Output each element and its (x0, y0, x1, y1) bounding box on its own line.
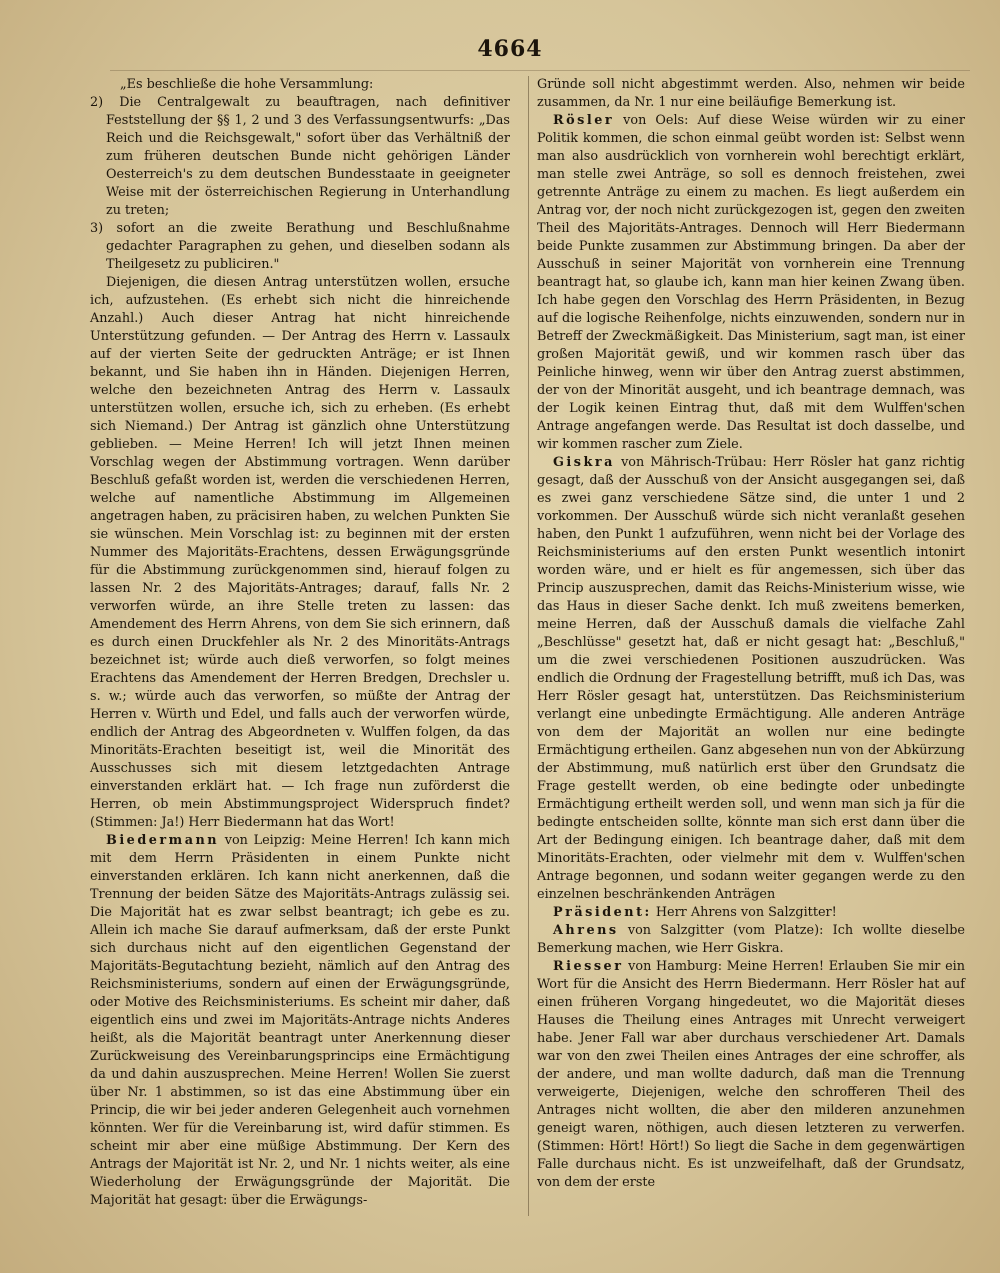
column-divider (528, 76, 529, 1216)
speech-biedermann (90, 832, 510, 1210)
speech-text: von Mährisch-Trübau: Herr Rösler hat ganz richtig gesagt, daß der Ausschuß von der Ansicht ausgegangen sei, daß es zwei ganz verschiedene Sätze sind, die unter 1 und 2 vorkommen. Der Ausschuß würde sich nicht veranlaßt gesehen haben, den Punkt 1 aufzuführen, wenn nicht bei der Vorlage des Reichsministeriums auf den ersten Punkt wesentlich intonirt worden wäre, und er hielt es für angemessen, sich über das Princip auszusprechen, damit das Reichs-Ministerium wisse, wie das Haus in dieser Sache denkt. Ich muß zweitens bemerken, meine Herren, daß der Ausschuß damals die vielfache Zahl „Beschlüsse" gesetzt hat, daß er nicht gesagt hat: „Beschluß," um die zwei verschiedenen Positionen auszudrücken. Was endlich die Ordnung der Fragestellung betrifft, muß ich Das, was Herr Rösler gesagt hat, unterstützen. Das Reichsministerium verlangt eine unbedingte Ermächtigung. Alle anderen Anträge von dem der Majorität an wollen nur eine bedingte Ermächtigung ertheilen. Ganz abgesehen nun von der Abkürzung der Abstimmung, muß natürlich erst über den Grundsatz die Frage gestellt werden, ob eine bedingte oder unbedingte Ermächtigung ertheilt werden soll, und wenn man sich ja für die bedingte entscheiden sollte, könnte man sich erst dann über die Art der Bedingung einigen. Ich beantrage daher, daß mit dem Minoritäts-Erachten, oder vielmehr mit dem v. Wulffen'schen Antrage begonnen, und sodann weiter gegangen werde zu den einzelnen beschränkenden Anträgen (537, 455, 965, 902)
speaker-name: Giskra (553, 455, 615, 470)
speaker-name: Ahrens (553, 923, 619, 938)
continuation-paragraph: Gründe soll nicht abgestimmt werden. Also, nehmen wir beide zusammen, da Nr. 1 nur eine beiläufige Bemerkung ist. (537, 77, 965, 110)
speech-riesser (537, 958, 965, 1192)
speaker-name: Riesser (553, 959, 624, 974)
left-column (90, 76, 510, 1210)
speech-roesler (537, 112, 965, 454)
speaker-name: Präsident: (553, 905, 652, 920)
speech-ahrens (537, 922, 965, 958)
header-rule (110, 70, 970, 71)
motion-item-2: 2) Die Centralgewalt zu beauftragen, nach definitiver Feststellung der §§ 1, 2 und 3 des Verfassungsentwurfs: „Das Reich und die Reichsgewalt," sofort über das Verhältniß der zum früheren deutschen Bunde nicht gehörigen Länder Oesterreich's zu dem deutschen Bundesstaate in geeigneter Weise mit der österreichischen Regierung in Unterhandlung zu treten; (90, 95, 510, 218)
speech-text: von Salzgitter (vom Platze): Ich wollte dieselbe Bemerkung machen, wie Herr Giskra. (537, 923, 965, 956)
speech-text: von Leipzig: Meine Herren! Ich kann mich mit dem Herrn Präsidenten in einem Punkte nicht einverstanden erklären. Ich kann nicht anerkennen, daß die Trennung der beiden Sätze des Majoritäts-Antrags zulässig sei. Die Majorität hat es zwar selbst beantragt; ich gebe es zu. Allein ich mache Sie darauf aufmerksam, daß der erste Punkt sich durchaus nicht auf den eigentlichen Gegenstand der Majoritäts-Begutachtung bezieht, nämlich auf den Antrag des Reichsministeriums, sondern auf einen der Erwägungsgründe, oder Motive des Reichsministeriums. Es scheint mir daher, daß eigentlich eins und zwei im Majoritäts-Antrage nichts Anderes heißt, als die Majorität beantragt unter Anerkennung dieser Zurückweisung des Vereinbarungsprincips eine Ermächtigung da und dahin auszusprechen. Meine Herren! Wollen Sie zuerst über Nr. 1 abstimmen, so ist das eine Abstimmung über ein Princip, die wir bei jeder anderen Gelegenheit auch vornehmen könnten. Wer für die Vereinbarung ist, wird dafür stimmen. Es scheint mir aber eine müßige Abstimmung. Der Kern des Antrags der Majorität ist Nr. 2, und Nr. 1 nichts weiter, als eine Wiederholung der Erwägungsgründe der Majorität. Die Majorität hat gesagt: über die Erwägungs- (90, 833, 510, 1208)
page-number: 4664 (477, 36, 543, 62)
president-paragraph: Diejenigen, die diesen Antrag unterstützen wollen, ersuche ich, aufzustehen. (Es erhebt sich nicht die hinreichende Anzahl.) Auch dieser Antrag hat nicht hinreichende Unterstützung gefunden. — Der Antrag des Herrn v. Lassaulx auf der vierten Seite der gedruckten Anträge; er ist Ihnen bekannt, und Sie haben ihn in Händen. Diejenigen Herren, welche den bezeichneten Antrag des Herrn v. Lassaulx unterstützen wollen, ersuche ich, sich zu erheben. (Es erhebt sich Niemand.) Der Antrag ist gänzlich ohne Unterstützung geblieben. — Meine Herren! Ich will jetzt Ihnen meinen Vorschlag wegen der Abstimmung vortragen. Wenn darüber Beschluß gefaßt worden ist, werden die verschiedenen Herren, welche auf namentliche Abstimmung im Allgemeinen angetragen haben, zu präcisiren haben, zu welchen Punkten Sie sie wünschen. Mein Vorschlag ist: zu beginnen mit der ersten Nummer des Majoritäts-Erachtens, dessen Erwägungsgründe für die Abstimmung zurückgenommen sind, hierauf folgen zu lassen Nr. 2 des Majoritäts-Antrages; darauf, falls Nr. 2 verworfen würde, an ihre Stelle treten zu lassen: das Amendement des Herrn Ahrens, von dem Sie sich erinnern, daß es durch einen Druckfehler als Nr. 2 des Minoritäts-Antrags bezeichnet ist; würde auch dieß verworfen, so folgt meines Erachtens das Amendement der Herren Bredgen, Drechsler u. s. w.; würde auch das verworfen, so müßte der Antrag der Herren v. Würth und Edel, und falls auch der verworfen würde, endlich der Antrag des Abgeordneten v. Wulffen folgen, da das Minoritäts-Erachten beseitigt ist, weil die Minorität des Ausschusses sich mit diesem letztgedachten Antrage einverstanden erklärt hat. — Ich frage nun zuförderst die Herren, ob mein Abstimmungsproject Widerspruch findet? (Stimmen: Ja!) Herr Biedermann hat das Wort! (90, 275, 510, 830)
motion-item-3: 3) sofort an die zweite Berathung und Beschlußnahme gedachter Paragraphen zu gehen, und dieselben sodann als Theilgesetz zu publiciren." (90, 221, 510, 272)
right-column (537, 76, 965, 1192)
speaker-name: Rösler (553, 113, 615, 128)
quote-intro: „Es beschließe die hohe Versammlung: (120, 77, 374, 92)
speech-text: Herr Ahrens von Salzgitter! (651, 905, 837, 920)
speaker-name: Biedermann (106, 833, 220, 848)
speech-president (537, 904, 965, 922)
speech-text: von Hamburg: Meine Herren! Erlauben Sie mir ein Wort für die Ansicht des Herrn Biedermann. Herr Rösler hat auf einen früheren Vorgang hingedeutet, wo die Majorität dieses Hauses die Theilung eines Antrages mit Unrecht verweigert habe. Jener Fall war aber durchaus verschiedener Art. Damals war von den zwei Theilen eines Antrages der eine schroffer, als der andere, und man wollte dadurch, daß man die Trennung verweigerte, Diejenigen, welche den schrofferen Theil des Antrages nicht wollten, die aber den milderen anzunehmen geneigt waren, nöthigen, auch diesen letzteren zu verwerfen. (Stimmen: Hört! Hört!) So liegt die Sache in dem gegenwärtigen Falle durchaus nicht. Es ist unzweifelhaft, daß der Grundsatz, von dem der erste (537, 959, 965, 1190)
speech-giskra (537, 454, 965, 904)
speech-text: von Oels: Auf diese Weise würden wir zu einer Politik kommen, die schon einmal geübt worden ist: Selbst wenn man also ausdrücklich von vornherein wohl berechtigt erklärt, man stelle zwei Anträge, so soll es dennoch freistehen, zwei getrennte Anträge zu einem zu machen. Es liegt außerdem ein Antrag vor, der noch nicht zurückgezogen ist, gegen den zweiten Theil des Majoritäts-Antrages. Dennoch will Herr Biedermann beide Punkte zusammen zur Abstimmung bringen. Da aber der Ausschuß in seiner Majorität von vornherein eine Trennung beantragt hat, so glaube ich, kann man hier keinen Zwang üben. Ich habe gegen den Vorschlag des Herrn Präsidenten, in Bezug auf die logische Reihenfolge, nichts einzuwenden, sondern nur in Betreff der Zweckmäßigkeit. Das Ministerium, sagt man, ist einer großen Majorität gewiß, und wir kommen rasch über das Peinliche hinweg, wenn wir über den Antrag zuerst abstimmen, der von der Minorität ausgeht, und ich beantrage demnach, was der Logik keinen Eintrag thut, daß mit dem Wulffen'schen Antrage angefangen werde. Das Resultat ist doch dasselbe, und wir kommen rascher zum Ziele. (537, 113, 965, 452)
